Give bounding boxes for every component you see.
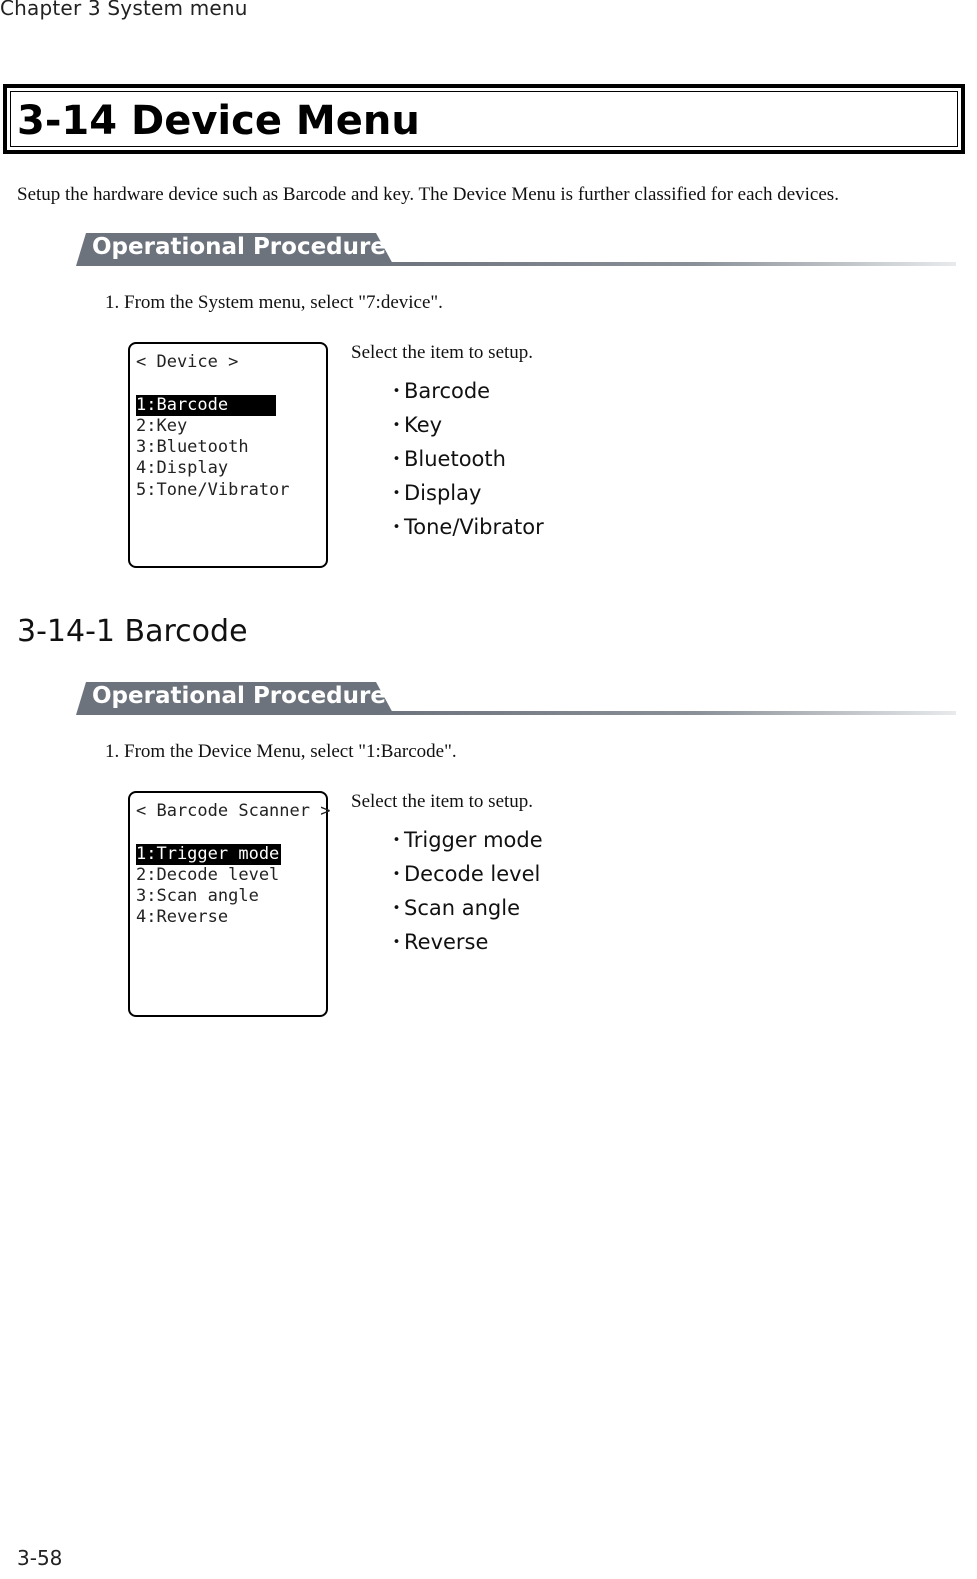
procedure-banner-label: Operational Procedure — [92, 234, 386, 260]
page-number: 3-58 — [17, 1546, 63, 1570]
barcode-item-list — [386, 823, 543, 959]
bullet-glyph: ・ — [386, 413, 407, 437]
list-item: ・Display — [386, 476, 544, 510]
subsection-title: 3-14-1 Barcode — [17, 614, 248, 649]
chapter-header: Chapter 3 System menu — [0, 0, 248, 20]
section-title: 3-14 Device Menu — [17, 98, 420, 144]
procedure-step-1: 1. From the Device Menu, select "1:Barcode". — [105, 741, 457, 762]
bullet-glyph: ・ — [386, 481, 407, 505]
procedure-step-1: 1. From the System menu, select "7:device". — [105, 292, 443, 313]
bullet-glyph: ・ — [386, 828, 407, 852]
bullet-glyph: ・ — [386, 862, 407, 886]
bullet-glyph: ・ — [386, 896, 407, 920]
section-title-box — [3, 84, 965, 154]
procedure-banner-rule — [376, 262, 956, 266]
screen-title: < Barcode Scanner > — [136, 801, 331, 821]
procedure-banner-rule — [376, 711, 956, 715]
screen-item: 3:Bluetooth — [136, 437, 249, 457]
section-intro: Setup the hardware device such as Barcode and key. The Device Menu is further classified for each devices. — [17, 184, 839, 205]
procedure-banner — [76, 233, 956, 269]
bullet-glyph: ・ — [386, 930, 407, 954]
list-item: ・Tone/Vibrator — [386, 510, 544, 544]
device-item-list — [386, 374, 544, 544]
screen-item: 2:Decode level — [136, 865, 280, 885]
screen-side-intro: Select the item to setup. — [351, 791, 534, 812]
screen-item-selected: 1:Trigger mode — [136, 844, 280, 864]
barcode-scanner-screen — [128, 791, 331, 1017]
screen-item: 2:Key — [136, 416, 188, 436]
screen-item-selected: 1:Barcode — [136, 395, 276, 416]
screen-side-intro: Select the item to setup. — [351, 342, 534, 363]
screen-item: 4:Reverse — [136, 907, 229, 927]
list-item: ・Scan angle — [386, 891, 543, 925]
screen-title: < Device > — [136, 352, 239, 372]
list-item: ・Barcode — [386, 374, 544, 408]
bullet-glyph: ・ — [386, 447, 407, 471]
procedure-banner-label: Operational Procedure — [92, 683, 386, 709]
screen-item: 3:Scan angle — [136, 886, 259, 906]
list-item: ・Trigger mode — [386, 823, 543, 857]
list-item: ・Decode level — [386, 857, 543, 891]
screen-item: 5:Tone/Vibrator — [136, 480, 290, 500]
device-menu-screen — [128, 342, 328, 568]
procedure-banner — [76, 682, 956, 718]
bullet-glyph: ・ — [386, 515, 407, 539]
list-item: ・Reverse — [386, 925, 543, 959]
screen-item: 4:Display — [136, 458, 229, 478]
bullet-glyph: ・ — [386, 379, 407, 403]
list-item: ・Key — [386, 408, 544, 442]
list-item: ・Bluetooth — [386, 442, 544, 476]
